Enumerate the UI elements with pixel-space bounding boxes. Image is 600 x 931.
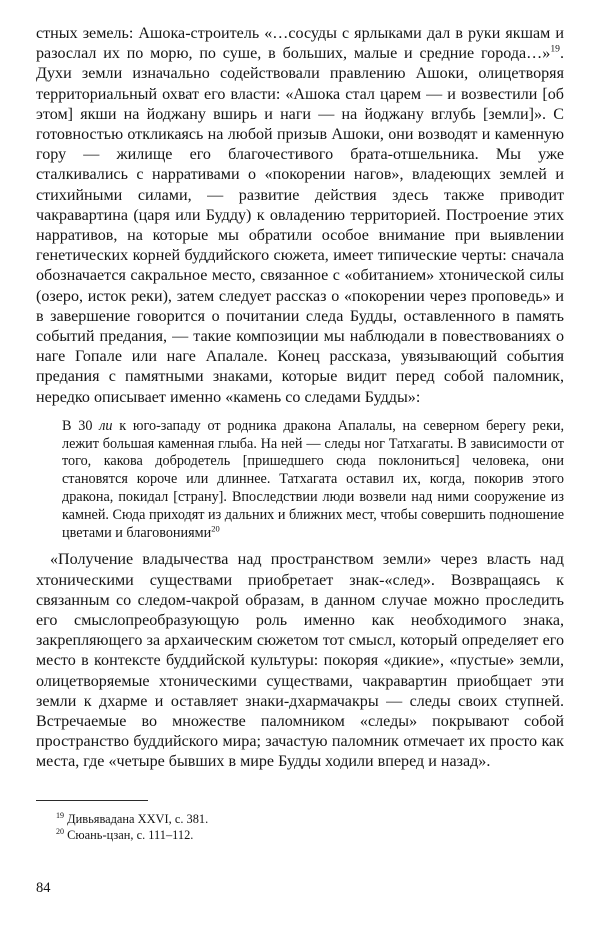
block-quote (36, 418, 564, 543)
page-number: 84 (36, 880, 51, 896)
footnote-20 (56, 827, 564, 843)
paragraph-1-text-after-ref: . Духи земли изначально содействовали правлению Ашоки, олицетворяя территориальный охват его власти: «Ашока стал царем — и возвестили [об этом] якши на йоджану вширь и наги — на йоджану вглубь [земли]». С готовностью откликаясь на любой призыв Ашоки, они возводят и каменную гору — жилище его благочестивого брата-отшельника. Мы уже сталкивались с нарративами о «покорении нагов», владеющих землей и стихийными силами, — развитие действия здесь также приводит чакравартина (царя или Будду) к овладению территорией. Построение этих нарративов, на которые мы обратили особое внимание при выявлении генетических корней буддийского сюжета, имеет типические черты: сначала обозначается сакральное место, связанное с «обитанием» хтонической силы (озеро, исток реки), затем следует рассказ о «покорении через проповедь» и в завершение говорится о почитании следа Будды, оставленного в память событий предания, — такие композиции мы наблюдали в повествованиях о наге Гопале или наге Апалале. Конец рассказа, увязывающий события предания с памятными знаками, которые видит перед собой паломник, нередко описывает именно «камень со следами Будды»: (36, 45, 564, 406)
footnote-19 (56, 811, 564, 827)
quote-text-start: В 30 (62, 417, 100, 434)
footnote-20-number: 20 (56, 826, 65, 836)
footnote-ref-20[interactable]: 20 (211, 522, 220, 533)
footnote-ref-19[interactable]: 19 (550, 43, 560, 55)
body-paragraph-2: «Получение владычества над пространством земли» через власть над хтоническими существами приобретает знак-«след». Возвращаясь к связанным со следом-чакрой образам, в данном случае можно проследить его смыслопреобразующую роль именно как необходимого знака, закрепляющего за архаическим сюжетом тот смысл, который определяет его место в контексте буддийской культуры: покоряя «дикие», «пустые» земли, олицетворяемые хтоническими существами, чакравартин приобщает эти земли к дхарме и оставляет знаки-дхармачакры — следы своих ступней. Встречаемые во множестве паломником «следы» покрывают собой пространство буддийского мира; зачастую паломник отмечает их просто как места, где «четыре бывших в мире Будды ходили вперед и назад». (36, 551, 564, 771)
footnote-19-number: 19 (56, 810, 65, 820)
footnote-divider (36, 800, 148, 801)
body-paragraph-1 (36, 24, 564, 408)
page-content (36, 24, 564, 843)
footnote-20-text: Сюань-цзан, с. 111–112. (67, 827, 194, 842)
paragraph-1-text-before-ref: стных земель: Ашока-строитель «…сосуды с ярлыками дал в руки якшам и разослал их по морю, по суше, в больших, малые и средние города…» (36, 25, 564, 63)
quote-li-word: ли (99, 417, 113, 434)
footnote-19-text: Дивьявадана XXVI, с. 381. (67, 811, 209, 826)
quote-text-rest: к юго-западу от родника дракона Апалалы, на северном берегу реки, лежит большая каменная глыба. На ней — следы ног Татхагаты. В зависимости от того, какова добродетель [пришедшего сюда поклониться] человека, они становятся короче или длиннее. Татхагата оставил их, когда, покорив этого дракона, покидал [страну]. Впоследствии люди возвели над ними сооружение из камней. Сюда приходят из дальних и ближних мест, чтобы совершить подношение цветами и благовониями (62, 417, 564, 541)
